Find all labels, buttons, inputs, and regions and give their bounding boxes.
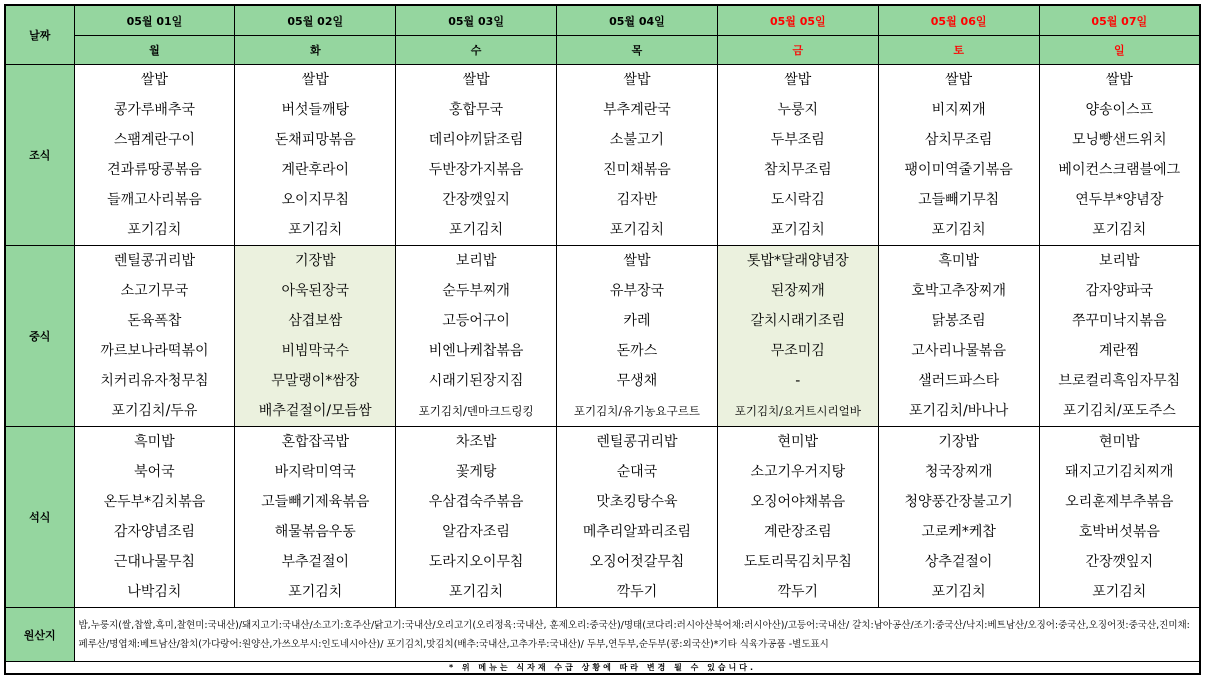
menu-item: 맛초킹탕수육 [596,494,678,510]
menu-item: - [795,373,801,389]
menu-item: 바지락미역국 [274,464,356,480]
note-row [5,662,1200,675]
menu-item: 돈육폭찹 [127,313,182,329]
date-cell: 05월 07일 [1039,5,1200,36]
menu-item: 데리야끼닭조림 [428,132,524,148]
menu-item: 된장찌개 [770,283,825,299]
menu-cell [235,65,396,246]
menu-item: 쌀밥 [784,72,812,88]
menu-item: 누룽지 [777,102,819,118]
menu-item: 순두부찌개 [442,283,510,299]
menu-item: 들깨고사리볶음 [107,192,202,208]
menu-item: 시래기된장지짐 [428,373,524,389]
weekday-cell: 토 [878,36,1039,65]
dinner-label: 석식 [5,427,74,608]
menu-item: 돈채피망볶음 [274,132,356,148]
menu-cell [717,65,878,246]
menu-item: 고들빼기무침 [918,192,1000,208]
menu-item: 혼합잡곡밥 [281,434,350,450]
menu-item: 감자양파국 [1085,283,1154,299]
menu-item: 참치무조림 [763,162,832,178]
menu-item: 고들빼기제육볶음 [261,494,370,510]
menu-item: 김자반 [616,192,658,208]
menu-cell [717,427,878,608]
menu-item: 포기김치 [127,222,182,238]
menu-item: 고사리나물볶음 [911,343,1006,359]
menu-item: 쭈꾸미낙지볶음 [1071,313,1167,329]
date-cell: 05월 04일 [557,5,718,36]
menu-item: 홍합무국 [449,102,504,118]
menu-item: 쌀밥 [301,72,329,88]
menu-item: 치커리유자청무침 [100,373,209,389]
menu-item: 포기김치 [931,584,986,600]
menu-item: 팽이미역줄기볶음 [904,162,1013,178]
menu-item: 꽃게탕 [455,464,497,480]
menu-item: 호박고추장찌개 [911,283,1006,299]
menu-item: 쌀밥 [1105,72,1133,88]
menu-item: 두반장가지볶음 [428,162,524,178]
menu-item: 포기김치/유기농요구르트 [573,404,700,418]
menu-item: 포기김치 [770,222,825,238]
menu-item: 닭봉조림 [931,313,986,329]
menu-item: 포기김치 [1092,222,1147,238]
menu-item: 무생채 [616,373,658,389]
menu-cell [74,246,235,427]
menu-item: 배추겉절이/모듬쌈 [258,403,372,419]
menu-cell [235,427,396,608]
menu-cell [1039,65,1200,246]
menu-item: 브로컬리흑임자무침 [1058,373,1181,389]
menu-item: 간장깻잎지 [1085,554,1154,570]
menu-item: 쌀밥 [623,72,651,88]
menu-item: 연두부*양념장 [1075,192,1164,208]
menu-cell [717,246,878,427]
menu-item: 보리밥 [455,253,497,269]
menu-item: 흑미밥 [938,253,979,269]
weekday-cell: 목 [557,36,718,65]
menu-item: 쌀밥 [623,253,651,269]
menu-item: 비지찌개 [931,102,986,118]
menu-item: 고등어구이 [442,313,510,329]
menu-item: 포기김치 [449,584,504,600]
menu-item: 오리훈제부추볶음 [1065,494,1174,510]
menu-item: 부추계란국 [603,102,671,118]
date-cell: 05월 01일 [74,5,235,36]
menu-item: 근대나물무침 [113,554,195,570]
menu-item: 메추리알꽈리조림 [582,524,692,540]
menu-item: 돈까스 [616,343,658,359]
origin-text: 밥,누룽지(쌀,찹쌀,흑미,찰현미:국내산)/돼지고기:국내산/소고기:호주산/닭고기:국내산/오리고기(오리정육:국내산, 훈제오리:중국산)/명태(코다리:러시아산북어채:러시아산)/고등어:국내산/ 갈치:남아공산/조기:중국산/낙지:베트남산/오징어:중국산,오징어젓:중국산,진미채:페루산/명엽채:베트남산/참치(가다랑어:원양산,가쓰오부시:인도네시아산)/ 포기김치,맛김치(배추:국내산,고추가루:국내산)/ 두부,연두부,순두부(콩:외국산)*기타 식육가공품 -별도표시 [74,608,1200,662]
menu-item: 양송이스프 [1085,102,1154,118]
menu-item: 톳밥*달래양념장 [746,253,849,269]
menu-item: 포기김치 [609,222,664,238]
menu-item: 부추겉절이 [281,554,350,570]
menu-item: 샐러드파스타 [918,373,1000,389]
menu-item: 유부장국 [609,283,664,299]
menu-item: 소고기우거지탕 [750,464,846,480]
menu-item: 호박버섯볶음 [1078,524,1160,540]
dinner-row [5,427,1200,608]
menu-item: 현미밥 [777,434,819,450]
menu-item: 포기김치/두유 [111,403,198,419]
menu-item: 렌틸콩귀리밥 [596,434,678,450]
menu-item: 포기김치 [1092,584,1147,600]
menu-item: 소불고기 [609,132,664,148]
date-cell: 05월 03일 [396,5,557,36]
menu-cell [878,427,1039,608]
weekday-cell: 수 [396,36,557,65]
menu-item: 차조밥 [455,434,497,450]
menu-item: 베이컨스크램블에그 [1058,162,1181,178]
menu-item: 삼치무조림 [924,132,993,148]
date-cell: 05월 02일 [235,5,396,36]
menu-item: 간장깻잎지 [442,192,510,208]
menu-item: 도라지오이무침 [428,554,524,570]
menu-item: 온두부*김치볶음 [103,494,206,510]
menu-cell [1039,246,1200,427]
menu-item: 알감자조림 [442,524,510,540]
menu-item: 도시락김 [770,192,825,208]
menu-cell [396,65,557,246]
menu-item: 기장밥 [294,253,336,269]
origin-row [5,608,1200,662]
menu-item: 콩가루배추국 [113,102,195,118]
menu-item: 상추겉절이 [924,554,993,570]
breakfast-label: 조식 [5,65,74,246]
menu-item: 고로케*케찹 [921,524,996,540]
menu-item: 포기김치 [288,222,343,238]
menu-cell [878,246,1039,427]
menu-item: 청양풍간장불고기 [904,494,1013,510]
menu-item: 무말랭이*쌈장 [271,373,360,389]
menu-item: 오징어젓갈무침 [589,554,685,570]
menu-item: 우삼겹숙주볶음 [428,494,524,510]
menu-item: 갈치시래기조림 [750,313,846,329]
menu-item: 비빔막국수 [281,343,350,359]
menu-item: 포기김치/바나나 [908,403,1009,419]
origin-label: 원산지 [5,608,74,662]
menu-cell [557,246,718,427]
menu-cell [878,65,1039,246]
menu-item: 카레 [623,313,651,329]
date-cell: 05월 06일 [878,5,1039,36]
menu-item: 현미밥 [1098,434,1140,450]
date-cell: 05월 05일 [717,5,878,36]
menu-item: 포기김치/덴마크드링킹 [418,404,534,418]
menu-item: 비엔나케찹볶음 [428,343,524,359]
weekday-cell: 금 [717,36,878,65]
menu-item: 포기김치 [449,222,504,238]
menu-item: 감자양념조림 [113,524,195,540]
date-label: 날짜 [5,5,74,65]
weekday-row [5,36,1200,65]
menu-item: 버섯들깨탕 [281,102,350,118]
menu-item: 두부조림 [770,132,825,148]
menu-item: 계란찜 [1098,343,1140,359]
menu-item: 흑미밥 [134,434,175,450]
menu-cell [235,246,396,427]
menu-item: 보리밥 [1098,253,1140,269]
menu-item: 오이지무침 [281,192,350,208]
menu-item: 깍두기 [777,584,819,600]
menu-item: 모닝빵샌드위치 [1071,132,1167,148]
menu-cell [557,65,718,246]
date-row [5,5,1200,36]
menu-cell [396,246,557,427]
menu-item: 쌀밥 [140,72,168,88]
menu-item: 청국장찌개 [924,464,993,480]
menu-cell [1039,427,1200,608]
menu-item: 깍두기 [616,584,658,600]
menu-item: 쌀밥 [945,72,973,88]
menu-item: 진미채볶음 [603,162,671,178]
breakfast-row [5,65,1200,246]
menu-item: 나박김치 [127,584,182,600]
menu-item: 소고기무국 [120,283,189,299]
menu-item: 삼겹보쌈 [288,313,343,329]
menu-item: 쌀밥 [462,72,490,88]
menu-item: 견과류땅콩볶음 [107,162,202,178]
weekday-cell: 월 [74,36,235,65]
menu-item: 렌틸콩귀리밥 [113,253,195,269]
menu-item: 순대국 [616,464,658,480]
weekday-cell: 화 [235,36,396,65]
lunch-row [5,246,1200,427]
menu-item: 포기김치 [288,584,343,600]
menu-item: 아욱된장국 [281,283,350,299]
menu-item: 스팸계란구이 [113,132,195,148]
menu-item: 돼지고기김치찌개 [1065,464,1174,480]
menu-item: 해물볶음우동 [274,524,356,540]
menu-item: 도토리묵김치무침 [743,554,852,570]
menu-cell [74,65,235,246]
menu-item: 포기김치 [931,222,986,238]
menu-item: 포기김치/요거트시리얼바 [734,404,861,418]
menu-item: 계란장조림 [763,524,832,540]
weekly-meal-table [4,4,1201,675]
menu-cell [74,427,235,608]
menu-item: 북어국 [134,464,175,480]
menu-cell [557,427,718,608]
menu-item: 기장밥 [938,434,979,450]
menu-item: 계란후라이 [281,162,350,178]
menu-cell [396,427,557,608]
menu-item: 까르보나라떡볶이 [100,343,209,359]
footer-note: * 위 메뉴는 식자재 수급 상황에 따라 변경 될 수 있습니다. [5,662,1200,675]
weekday-cell: 일 [1039,36,1200,65]
lunch-label: 중식 [5,246,74,427]
menu-item: 오징어야채볶음 [750,494,846,510]
menu-item: 무조미김 [770,343,825,359]
menu-item: 포기김치/포도주스 [1062,403,1176,419]
